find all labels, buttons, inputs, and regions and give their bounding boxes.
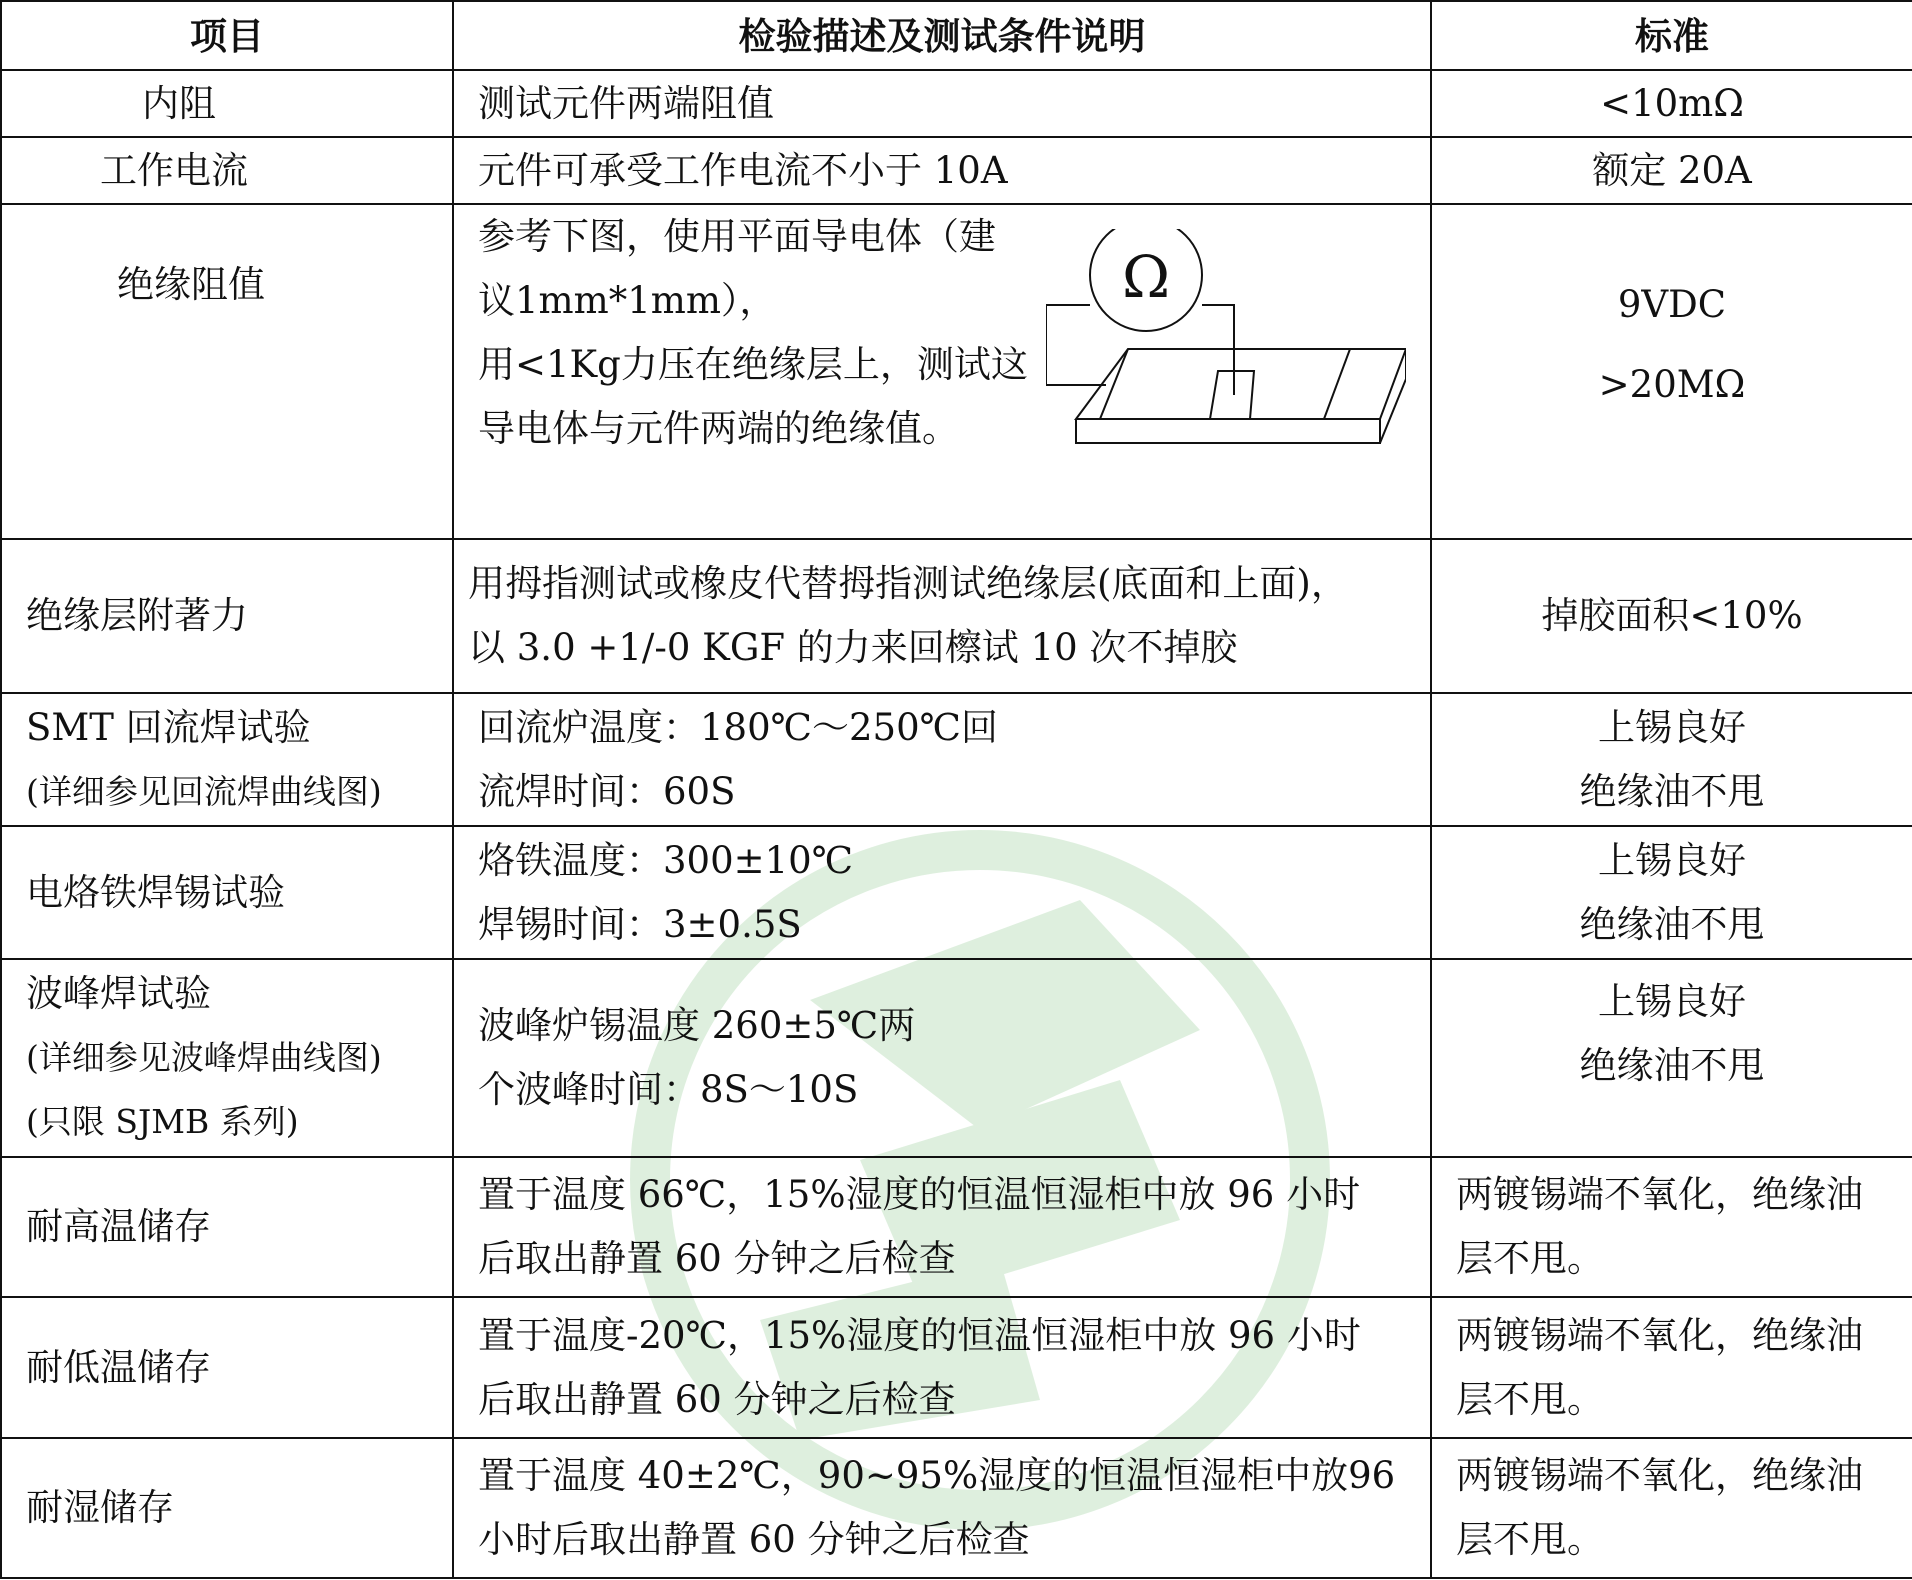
desc-cell: [453, 137, 1431, 204]
desc-text: 小时后取出静置 60 分钟之后检查: [478, 1518, 1030, 1561]
desc-cell: [453, 959, 1431, 1157]
desc-text: 焊锡时间：3±0.5S: [478, 902, 802, 946]
item-cell: [1, 1157, 453, 1297]
desc-text: 参考下图，使用平面导电体（建: [478, 215, 996, 258]
std-text: 层不甩。: [1456, 1237, 1604, 1280]
desc-cell: [453, 1438, 1431, 1578]
desc-text: 置于温度 40±2℃，90~95%湿度的恒温恒湿柜中放96: [478, 1454, 1396, 1497]
desc-text: 烙铁温度：300±10℃: [478, 838, 854, 882]
std-text: 上锡良好: [1598, 705, 1746, 749]
std-cell: [1431, 70, 1912, 137]
desc-text: 波峰炉锡温度 260±5℃两: [478, 1004, 916, 1047]
item-text: SMT 回流焊试验: [26, 705, 311, 749]
desc-cell: [453, 70, 1431, 137]
std-text: 9VDC: [1617, 283, 1727, 326]
std-text: 两镀锡端不氧化，绝缘油: [1456, 1313, 1863, 1357]
std-text: <10mΩ: [1600, 81, 1744, 125]
desc-cell: [453, 539, 1431, 693]
insulation-test-diagram: [1046, 229, 1406, 469]
table-row: [1, 826, 1912, 959]
std-cell: [1431, 539, 1912, 693]
item-text: 耐高温储存: [26, 1205, 211, 1248]
std-text: 层不甩。: [1456, 1377, 1604, 1421]
std-cell: [1431, 693, 1912, 826]
item-cell: [1, 959, 453, 1157]
desc-text: 置于温度-20℃，15%湿度的恒温恒湿柜中放 96 小时: [478, 1313, 1361, 1357]
table-row: [1, 1157, 1912, 1297]
table-row: [1, 693, 1912, 826]
desc-text: 后取出静置 60 分钟之后检查: [478, 1377, 956, 1421]
desc-cell: [453, 1297, 1431, 1438]
desc-text: 用拇指测试或橡皮代替拇指测试绝缘层(底面和上面)，: [468, 562, 1348, 605]
desc-cell: [453, 826, 1431, 959]
item-cell: [1, 1438, 453, 1578]
item-text: 耐低温储存: [26, 1345, 211, 1389]
std-cell: [1431, 1297, 1912, 1438]
desc-text: 流焊时间：60S: [478, 769, 736, 813]
desc-text: 议1mm*1mm），: [478, 279, 777, 322]
header-desc: 检验描述及测试条件说明: [453, 1, 1431, 70]
std-cell: [1431, 204, 1912, 539]
desc-text: 回流炉温度：180℃～250℃回: [478, 705, 999, 749]
table-row: [1, 1438, 1912, 1578]
std-text: 绝缘油不甩: [1579, 769, 1765, 813]
table-row: [1, 70, 1912, 137]
table-row: [1, 1297, 1912, 1438]
item-text: 内阻: [142, 81, 216, 125]
table-row: [1, 204, 1912, 539]
header-item: 项目: [1, 1, 453, 70]
item-text: 绝缘层附著力: [26, 594, 248, 637]
item-text: 绝缘阻值: [117, 263, 265, 306]
table-row: [1, 137, 1912, 204]
std-cell: [1431, 137, 1912, 204]
item-cell: [1, 826, 453, 959]
desc-text: 个波峰时间：8S～10S: [478, 1068, 859, 1111]
desc-text: 测试元件两端阻值: [478, 81, 774, 125]
std-text: >20MΩ: [1598, 363, 1746, 406]
desc-text: 导电体与元件两端的绝缘值。: [478, 407, 959, 450]
item-cell: [1, 70, 453, 137]
desc-text: 用<1Kg力压在绝缘层上，测试这: [478, 343, 1028, 386]
item-subtext: (详细参见波峰焊曲线图): [26, 1038, 382, 1077]
desc-text: 后取出静置 60 分钟之后检查: [478, 1237, 956, 1280]
std-text: 额定 20A: [1592, 148, 1752, 192]
std-text: 两镀锡端不氧化，绝缘油: [1456, 1173, 1863, 1216]
std-cell: [1431, 826, 1912, 959]
item-cell: [1, 539, 453, 693]
desc-cell: [453, 693, 1431, 826]
table-header-row: [1, 1, 1912, 70]
std-cell: [1431, 1157, 1912, 1297]
item-text: 电烙铁焊锡试验: [26, 870, 285, 914]
std-cell: [1431, 1438, 1912, 1578]
item-text: 耐湿储存: [26, 1486, 174, 1529]
item-cell: [1, 137, 453, 204]
item-subtext: (只限 SJMB 系列): [26, 1102, 299, 1141]
std-text: 上锡良好: [1598, 838, 1746, 882]
table-row: [1, 959, 1912, 1157]
desc-cell: [453, 204, 1431, 539]
desc-cell: [453, 1157, 1431, 1297]
std-text: 绝缘油不甩: [1579, 902, 1765, 946]
desc-text: 元件可承受工作电流不小于 10A: [478, 148, 1008, 192]
item-text: 波峰焊试验: [26, 972, 211, 1015]
std-text: 层不甩。: [1456, 1518, 1604, 1561]
header-std: 标准: [1431, 1, 1912, 70]
desc-text: 置于温度 66℃，15%湿度的恒温恒湿柜中放 96 小时: [478, 1173, 1361, 1216]
ohm-symbol: Ω: [1121, 243, 1171, 311]
std-text: 掉胶面积<10%: [1541, 594, 1803, 637]
std-text: 两镀锡端不氧化，绝缘油: [1456, 1454, 1863, 1497]
item-cell: [1, 204, 453, 539]
item-cell: [1, 693, 453, 826]
std-text: 上锡良好: [1598, 980, 1746, 1023]
item-cell: [1, 1297, 453, 1438]
item-subtext: (详细参见回流焊曲线图): [26, 771, 382, 811]
std-cell: [1431, 959, 1912, 1157]
item-text: 工作电流: [100, 148, 248, 192]
desc-text: 以 3.0 +1/-0 KGF 的力来回檫试 10 次不掉胶: [468, 626, 1238, 669]
table-row: [1, 539, 1912, 693]
std-text: 绝缘油不甩: [1579, 1044, 1765, 1087]
